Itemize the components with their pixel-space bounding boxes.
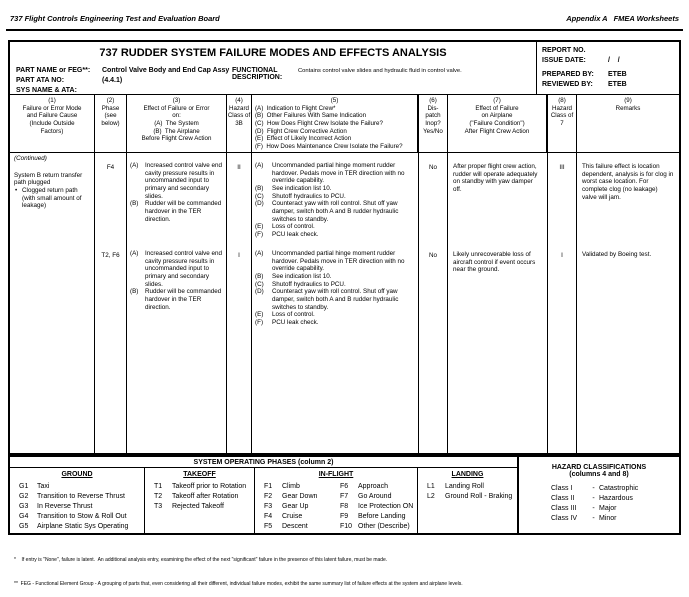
phase-item: F1 Climb xyxy=(264,483,300,490)
hazard-7-value: III xyxy=(559,164,565,171)
indication-list xyxy=(252,153,418,250)
effect-item: (A) Increased control valve end cavity pressure results in uncommanded input to primary and secondary slides. xyxy=(130,162,223,200)
footnote-latent: * If entry is "None", failure is latent. An additional analysis entry, examining the effect of the next "significant" failure in the presence of this latent failure, must be made. xyxy=(14,556,388,563)
header-rule xyxy=(6,29,683,31)
phase-item: F3 Gear Up xyxy=(264,503,309,510)
effect-item: (B) Rudder will be commanded hardover in the TER direction. xyxy=(130,200,222,223)
report-no-label: REPORT NO. xyxy=(542,47,586,54)
prepared-by-value: ETEB xyxy=(608,71,627,78)
phase-item: G4 Transition to Stow & Roll Out xyxy=(19,513,127,520)
col-effect-after xyxy=(448,153,548,453)
running-header xyxy=(10,14,679,23)
phase-item: G5 Airplane Static Sys Operating xyxy=(19,523,129,530)
operating-phases xyxy=(10,457,519,533)
indication-item: (E) Loss of control. xyxy=(255,223,315,231)
indication-item: (F) PCU leak check. xyxy=(255,319,319,327)
footnote-feg: ** FEG - Functional Element Group - A grouping of parts that, even considering all their different, individual failure modes, exhibit the same summary list of failure effects at the system and airplane levels. xyxy=(14,581,463,588)
hazard-class-item: Class I - Catastrophic xyxy=(551,485,639,492)
phase-item: T2 Takeoff after Rotation xyxy=(154,493,239,500)
failure-mode-entry xyxy=(10,153,94,250)
col-header-phase: (2) Phase (see below) xyxy=(95,95,127,152)
col-hazard-7 xyxy=(548,153,577,453)
effect-item: (B) Rudder will be commanded hardover in the TER direction. xyxy=(130,288,222,311)
phase-item: F5 Descent xyxy=(264,523,308,530)
hazard-7-value: I xyxy=(561,252,563,259)
phase-item: F4 Cruise xyxy=(264,513,303,520)
footnotes xyxy=(14,539,683,597)
phase-item: G2 Transition to Reverse Thrust xyxy=(19,493,125,500)
hazard-classifications: HAZARD CLASSIFICATIONS (columns 4 and 8) Class I - Catastrophic Class II - Hazardous Class III - Major Class IV - Minor xyxy=(519,457,679,533)
column-header-row xyxy=(10,95,679,153)
col-failure-mode xyxy=(10,153,95,453)
phase-item: F2 Gear Down xyxy=(264,493,318,500)
worksheet-title: 737 RUDDER SYSTEM FAILURE MODES AND EFFECTS ANALYSIS xyxy=(99,47,447,59)
remarks-text: Validated by Boeing test. xyxy=(582,251,652,258)
functional-description-value: Contains control valve slides and hydraulic fluid in control valve. xyxy=(298,68,462,74)
dispatch-value: No xyxy=(428,164,438,171)
hazard-class-item: Class III - Major xyxy=(551,505,617,512)
col-effect xyxy=(127,153,227,453)
reviewed-by-value: ETEB xyxy=(608,80,627,88)
col-header-indication: (5) (A) Indication to Flight Crew* (B) Other Failures With Same Indication (C) How Does Flight Crew Isolate the Failure? (D) Flight Crew Corrective Action (E) Effect of Likely Incorrect Action (F) How Does Maintenance Crew Isolate the Failure? xyxy=(252,95,419,152)
phase-item: G3 In Reverse Thrust xyxy=(19,503,93,510)
phase-item: F7 Go Around xyxy=(340,493,392,500)
col-phase xyxy=(95,153,127,453)
table-body xyxy=(10,153,679,453)
phase-item: T1 Takeoff prior to Rotation xyxy=(154,483,247,490)
indication-item: (B) See indication list 10. xyxy=(255,185,332,193)
landing-phases: LANDING L1 Landing Roll L2 Ground Roll - Braking xyxy=(418,468,517,533)
col-header-effect-after: (7) Effect of Failure on Airplane ("Failure Condition") After Flight Crew Action xyxy=(448,95,548,152)
hazard-3b-value: I xyxy=(238,252,240,259)
hazard-class-item: Class IV - Minor xyxy=(551,515,617,522)
col-header-hazard-7: (8) Hazard Class of 7 xyxy=(548,95,577,152)
indication-item: (A) Uncommanded partial hinge moment rudder hardover. Pedals move in TER direction with no override capability. xyxy=(255,250,405,273)
reviewed-by-label: REVIEWED BY: xyxy=(542,80,593,88)
functional-description-label: FUNCTIONAL DESCRIPTION: xyxy=(232,67,283,81)
col-header-effect: (3) Effect of Failure or Error on: (A) The System (B) The Airplane Before Flight Crew Action xyxy=(127,95,227,152)
part-ata-label: PART ATA NO: xyxy=(16,77,65,84)
hazard-3b-value: II xyxy=(237,164,241,171)
failure-cause-bullet: • Clogged return path (with small amount of leakage) xyxy=(14,187,91,210)
phase-item: F9 Before Landing xyxy=(340,513,406,520)
effect-list xyxy=(127,250,226,311)
fmea-worksheet-table xyxy=(8,40,681,455)
phase-item: G1 Taxi xyxy=(19,483,50,490)
running-header-right: Appendix A FMEA Worksheets xyxy=(566,14,679,23)
col-dispatch xyxy=(419,153,448,453)
phase-item: L1 Landing Roll xyxy=(427,483,484,490)
phase-value: F4 xyxy=(106,164,115,171)
operating-phases-columns xyxy=(10,468,517,533)
title-block xyxy=(10,42,679,95)
effect-list xyxy=(127,153,226,250)
running-header-left: 737 Flight Controls Engineering Test and Evaluation Board xyxy=(10,14,220,23)
indication-item: (C) Shutoff hydraulics to PCU. xyxy=(255,280,346,288)
takeoff-phases: TAKEOFF T1 Takeoff prior to Rotation T2 Takeoff after Rotation T3 Rejected Takeoff xyxy=(145,468,255,533)
indication-item: (C) Shutoff hydraulics to PCU. xyxy=(255,192,346,200)
remarks-text: This failure effect is location dependent, analysis is for clog in worst case location. For complete clog (no leakage) valve will jam. xyxy=(582,163,674,201)
indication-item: (A) Uncommanded partial hinge moment rudder hardover. Pedals move in TER direction with no override capability. xyxy=(255,162,405,185)
phase-item: F6 Approach xyxy=(340,483,388,490)
title-block-left xyxy=(10,42,537,94)
indication-item: (D) Counteract yaw with roll control. Shut off yaw damper, switch both A and B rudder hydraulic switches to standby. xyxy=(255,288,399,311)
operating-phases-title: SYSTEM OPERATING PHASES (column 2) xyxy=(10,457,517,468)
phase-item: F8 Ice Protection ON xyxy=(340,503,414,510)
indication-item: (E) Loss of control. xyxy=(255,311,315,319)
part-name-label: PART NAME or FEG**: xyxy=(16,67,91,74)
col-header-dispatch: (6) Dis- patch Inop? Yes/No xyxy=(419,95,448,152)
prepared-by-label: PREPARED BY: xyxy=(542,71,594,78)
phase-item: L2 Ground Roll - Braking xyxy=(427,493,513,500)
part-name-value: Control Valve Body and End Cap Assy xyxy=(102,67,230,74)
report-block xyxy=(537,42,679,94)
sys-name-label: SYS NAME & ATA: xyxy=(16,87,77,94)
indication-list xyxy=(252,250,418,327)
part-ata-value: (4.4.1) xyxy=(102,77,123,84)
issue-date-label: ISSUE DATE: xyxy=(542,56,586,64)
col-header-remarks: (9) Remarks xyxy=(615,97,641,112)
indication-item: (F) PCU leak check. xyxy=(255,231,319,239)
col-indication xyxy=(252,153,419,453)
failure-mode-title: System B return transfer path plugged xyxy=(14,171,83,187)
effect-after-text: After proper flight crew action, rudder will operate adequately on standby with yaw damper off. xyxy=(453,163,538,194)
hazard-class-item: Class II - Hazardous xyxy=(551,495,633,502)
col-remarks xyxy=(577,153,679,453)
dispatch-value: No xyxy=(428,252,438,259)
continued-note: (Continued) xyxy=(14,155,47,162)
effect-after-text: Likely unrecoverable loss of aircraft control if event occurs near the ground. xyxy=(453,251,536,274)
phase-item: F10 Other (Describe) xyxy=(340,523,410,530)
issue-date-value: / / xyxy=(608,56,620,64)
phase-item: T3 Rejected Takeoff xyxy=(154,503,224,510)
inflight-phases: IN-FLIGHT F1 Climb F2 Gear Down F3 Gear Up F4 Cruise F5 Descent F6 Approach F7 Go Around F8 Ice Protection ON F9 Before Landing F10 Other (Describe) xyxy=(255,468,418,533)
col-header-failure-mode: (1) Failure or Error Mode and Failure Cause (Include Outside Factors) xyxy=(10,95,95,152)
col-hazard-3b xyxy=(227,153,252,453)
indication-item: (B) See indication list 10. xyxy=(255,273,332,281)
indication-item: (D) Counteract yaw with roll control. Shut off yaw damper, switch both A and B rudder hydraulic switches to standby. xyxy=(255,200,399,223)
col-header-hazard-3b: (4) Hazard Class of 3B xyxy=(227,95,252,152)
ground-phases: GROUND G1 Taxi G2 Transition to Reverse Thrust G3 In Reverse Thrust G4 Transition to Stow & Roll Out G5 Airplane Static Sys Operating xyxy=(10,468,145,533)
effect-item: (A) Increased control valve end cavity pressure results in uncommanded input to primary and secondary slides. xyxy=(130,250,223,288)
legend-section xyxy=(8,455,681,535)
phase-value: T2, F6 xyxy=(101,252,120,259)
